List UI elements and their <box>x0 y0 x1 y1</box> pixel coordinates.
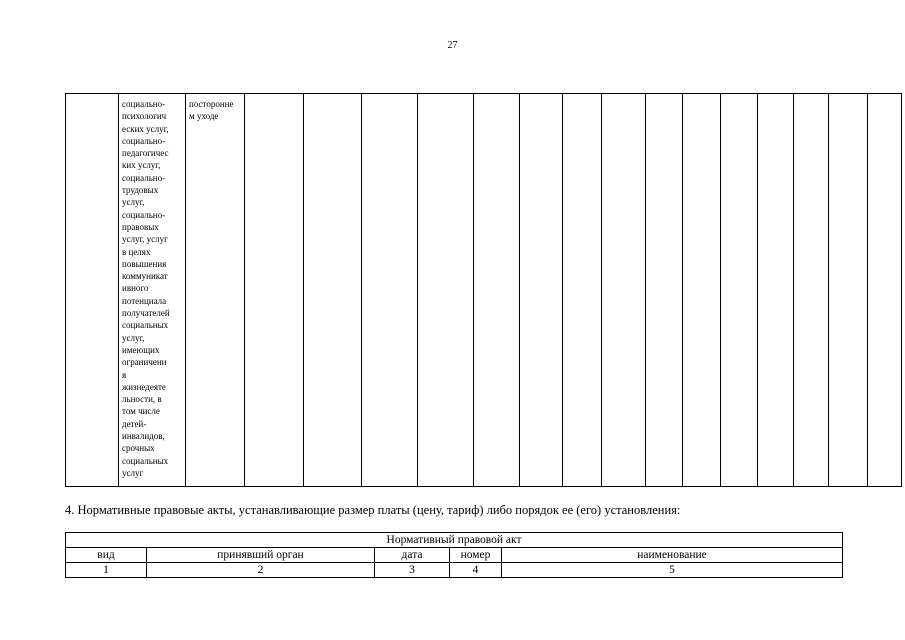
normative-acts-table <box>65 532 843 578</box>
text-line: ких услуг, <box>122 160 161 171</box>
column-header-type: вид <box>66 548 147 563</box>
text-line: социально- <box>122 99 166 109</box>
column-number-2: 2 <box>147 563 375 578</box>
text-line: психологич <box>122 111 167 122</box>
text-line: еских услуг, <box>122 123 169 134</box>
text-line: повышения <box>122 258 167 269</box>
text-line: услуг, услуг <box>122 234 168 245</box>
table-row <box>66 563 843 578</box>
column-header-authority: принявший орган <box>147 548 375 563</box>
text-line: трудовых <box>122 185 159 196</box>
table-cell <box>829 94 868 487</box>
text-line: потенциала <box>122 295 167 306</box>
table-cell <box>868 94 902 487</box>
text-line: имеющих <box>122 344 160 355</box>
table-cell <box>304 94 362 487</box>
table-cell <box>794 94 829 487</box>
text-line: правовых <box>122 221 159 232</box>
text-line: жизнедеяте <box>122 381 166 392</box>
column-number-1: 1 <box>66 563 147 578</box>
text-line: в целях <box>122 246 151 257</box>
text-line: м уходе <box>189 111 219 122</box>
table-row <box>66 533 843 548</box>
text-line: детей- <box>122 418 147 429</box>
text-line: социальных <box>122 455 169 466</box>
table-cell <box>418 94 474 487</box>
column-number-4: 4 <box>450 563 502 578</box>
table-cell <box>758 94 794 487</box>
text-line: льности, в <box>122 394 162 405</box>
table-cell <box>563 94 602 487</box>
section-title: 4. Нормативные правовые акты, устанавливающие размер платы (цену, тариф) либо порядок ее (его) установления: <box>65 503 681 517</box>
table-row <box>66 548 843 563</box>
page-number: 27 <box>447 40 458 51</box>
text-line: том числе <box>122 406 160 417</box>
column-header-name: наименование <box>502 548 843 563</box>
column-header-date: дата <box>375 548 450 563</box>
text-line: социальных <box>122 320 169 331</box>
text-line: коммуникат <box>122 271 168 282</box>
continuation-table <box>65 93 902 487</box>
table-cell <box>683 94 721 487</box>
text-line: социально- <box>122 135 166 146</box>
table-cell <box>245 94 304 487</box>
acts-group-header: Нормативный правовой акт <box>66 533 843 548</box>
column-number-3: 3 <box>375 563 450 578</box>
text-line: срочных <box>122 443 155 454</box>
table-row <box>66 94 902 487</box>
column-number-5: 5 <box>502 563 843 578</box>
text-line: услуг, <box>122 332 145 343</box>
table-cell <box>66 94 119 487</box>
service-condition-text <box>189 98 242 123</box>
text-line: ограничени <box>122 357 167 368</box>
text-line: посторонне <box>189 99 234 109</box>
text-line: инвалидов, <box>122 431 165 442</box>
table-cell <box>721 94 758 487</box>
table-cell <box>520 94 563 487</box>
text-line: социально- <box>122 172 166 183</box>
text-line: я <box>122 369 127 380</box>
text-line: ивного <box>122 283 149 294</box>
text-line: получателей <box>122 308 170 319</box>
table-cell <box>646 94 683 487</box>
text-line: педагогичес <box>122 148 169 159</box>
text-line: услуг <box>122 467 144 478</box>
service-description-cell <box>119 94 186 487</box>
column-header-number: номер <box>450 548 502 563</box>
table-cell <box>362 94 418 487</box>
text-line: социально- <box>122 209 166 220</box>
table-cell <box>474 94 520 487</box>
text-line: услуг, <box>122 197 145 208</box>
service-condition-cell <box>186 94 245 487</box>
table-cell <box>602 94 646 487</box>
service-description-text <box>122 98 183 479</box>
